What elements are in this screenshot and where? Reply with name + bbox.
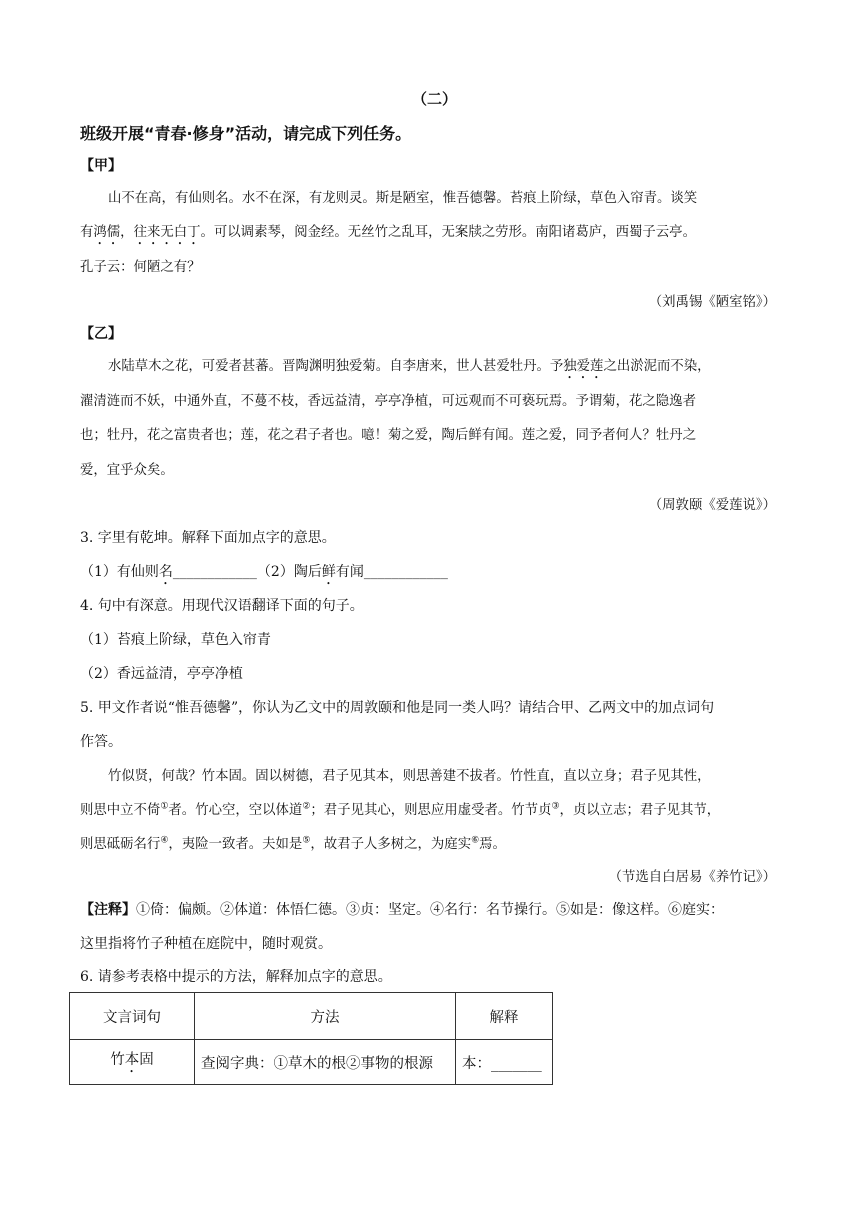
question-4-stem: 4. 句中有深意。用现代汉语翻译下面的句子。 [80,598,364,614]
footnote-marker: ⑤ [302,835,311,846]
question-6-stem: 6. 请参考表格中提示的方法，解释加点字的意思。 [80,969,392,985]
passage-bamboo-source: （节选自白居易《养竹记》） [608,870,776,885]
passage-jia-line: 山不在高，有仙则名。水不在深，有龙则灵。斯是陋室，惟吾德馨。苔痕上阶绿，草色入帘青。谈笑 [108,191,698,206]
passage-yi-line: 濯清涟而不妖，中通外直，不蔓不枝，香远益清，亭亭净植，可远观而不可亵玩焉。予谓菊，花之隐逸者 [80,394,696,409]
table-cell-answer: 本：_______ [456,1040,553,1085]
passage-jia-source: （刘禹锡《陋室铭》） [648,295,776,310]
table-header-row [70,993,553,1040]
question-3-items: （1）有仙则名____________（2）陶后鲜有闻____________ [80,564,448,580]
passage-jia-line: 有鸿儒，往来无白丁。可以调素琴，阅金经。无丝竹之乱耳，无案牍之劳形。南阳诸葛庐，西蜀子云亭。 [80,225,696,240]
question-3-stem: 3. 字里有乾坤。解释下面加点字的意思。 [80,530,336,546]
notes-label: 【注释】 [80,902,136,918]
emphasized-phrase: 独爱莲 [563,359,604,374]
passage-yi-label: 【乙】 [80,326,122,342]
notes-line: 这里指将竹子种植在庭院中，随时观赏。 [80,936,332,952]
passage-jia-line: 孔子云：何陋之有？ [80,260,201,275]
passage-bamboo-line: 则思中立不倚①者。竹心空，空以体道②；君子见其心，则思应用虚受者。竹节贞③，贞以立志；君子见其节， [80,801,721,818]
footnote-marker: ③ [551,801,560,812]
table-header-cell: 解释 [456,993,553,1040]
table-header-cell: 方法 [195,993,456,1040]
table-row [70,1040,553,1085]
task-intro: 班级开展“青春·修身”活动，请完成下列任务。 [80,124,412,143]
passage-jia-label: 【甲】 [80,158,122,174]
section-title: （二） [412,90,458,108]
answer-blank: ____________ [363,564,448,580]
emphasized-char: 本 [124,1052,140,1068]
question-4-item: （1）苔痕上阶绿，草色入帘青 [80,632,271,648]
method-table [69,992,553,1085]
emphasized-phrase: 往来无白丁 [133,225,201,240]
passage-bamboo-line: 竹似贤，何哉？竹本固。固以树德，君子见其本，则思善建不拔者。竹性直，直以立身；君子见其性， [108,769,711,784]
table-cell-phrase: 竹本固 [70,1040,195,1085]
passage-yi-line: 水陆草木之花，可爱者甚蕃。晋陶渊明独爱菊。自李唐来，世人甚爱牡丹。予独爱莲之出淤泥而不染， [108,359,711,374]
notes-line: 【注释】①倚：偏颇。②体道：体悟仁德。③贞：坚定。④名行：名节操行。⑤如是：像这样。⑥庭实： [80,902,724,918]
answer-blank: ____________ [172,564,257,580]
passage-bamboo-line: 则思砥砺名行④，夷险一致者。夫如是⑤，故君子人多树之，为庭实⑥焉。 [80,835,506,852]
footnote-marker: ⑥ [471,835,480,846]
footnote-marker: ① [160,801,169,812]
question-4-item: （2）香远益清，亭亭净植 [80,666,243,682]
emphasized-phrase: 鸿儒 [93,225,121,240]
question-5-stem: 5. 甲文作者说“惟吾德馨”，你认为乙文中的周敦颐和他是同一类人吗？请结合甲、乙两文中的加点词句 [80,700,715,716]
passage-yi-source: （周敦颐《爱莲说》） [648,498,776,513]
table-cell-method: 查阅字典：①草木的根②事物的根源 [195,1040,456,1085]
footnote-marker: ② [302,801,311,812]
passage-yi-line: 也；牡丹，花之富贵者也；莲，花之君子者也。噫！菊之爱，陶后鲜有闻。莲之爱，同予者何人？牡丹之 [80,428,696,443]
footnote-marker: ④ [160,835,169,846]
passage-yi-line: 爱，宜乎众矣。 [80,463,174,478]
emphasized-char: 鲜 [321,564,336,580]
question-5-stem: 作答。 [80,734,122,750]
table-header-cell: 文言词句 [70,993,195,1040]
emphasized-char: 名 [158,564,173,580]
